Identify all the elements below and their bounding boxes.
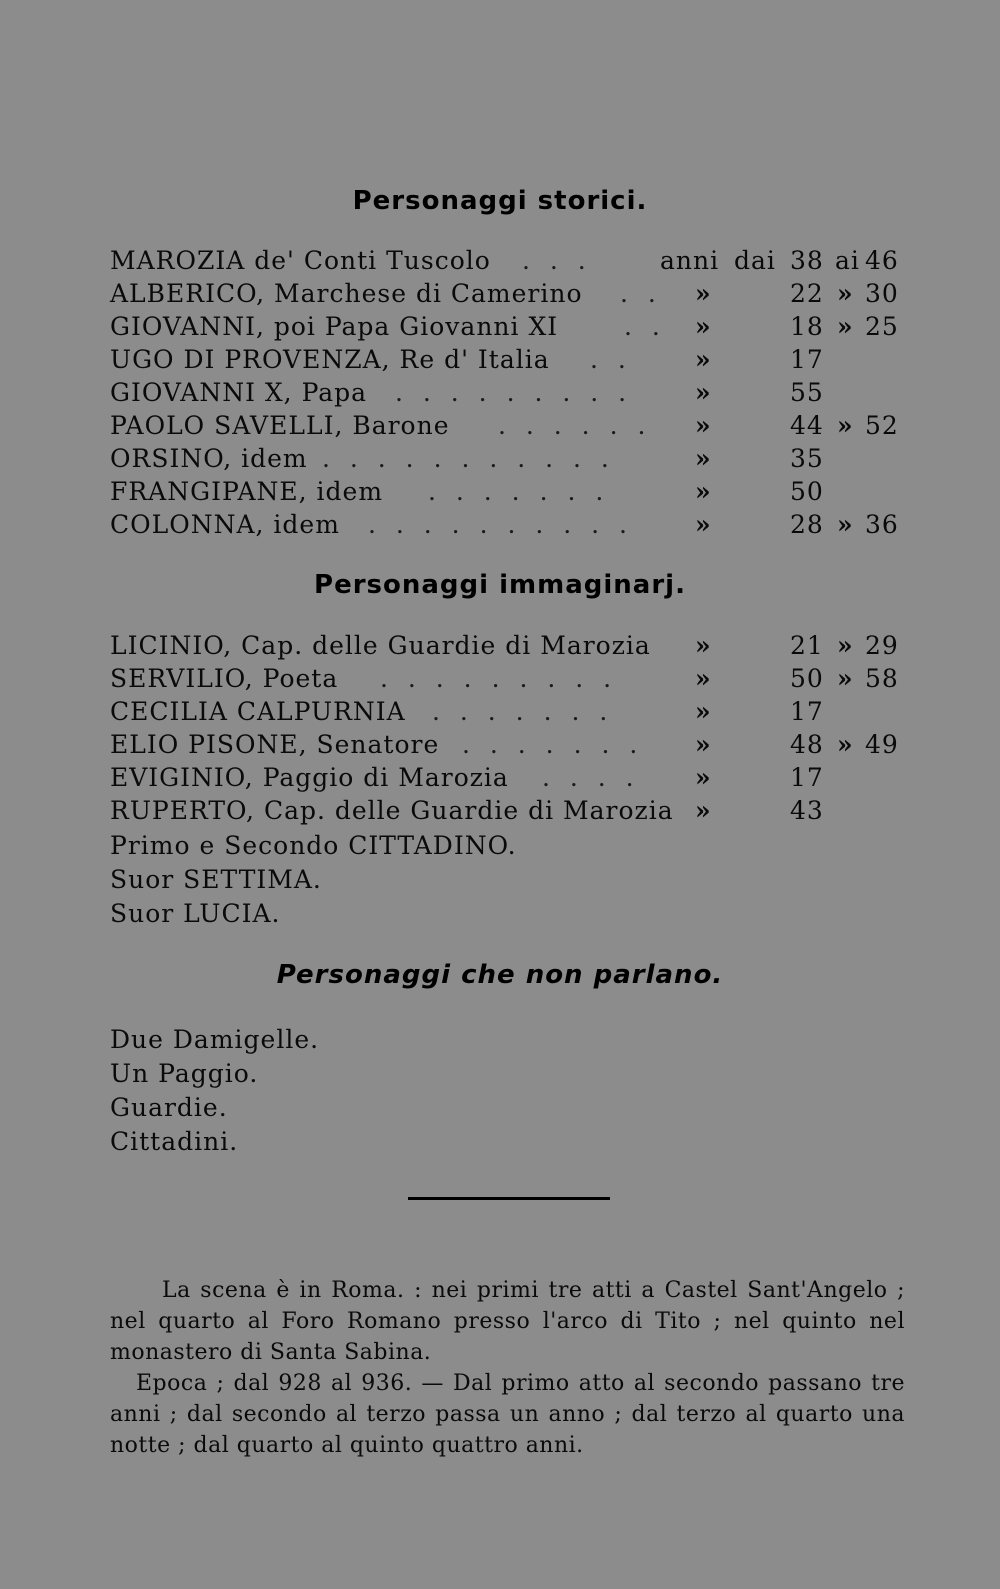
age-from: 38 (790, 246, 824, 275)
age-to: 58 (865, 664, 899, 693)
ditto-mark: » (695, 345, 712, 374)
cast-row (110, 410, 910, 442)
character-name: PAOLO SAVELLI, Barone (110, 411, 450, 440)
cast-row (110, 311, 910, 343)
character-name: RUPERTO, Cap. delle Guardie di Marozia (110, 796, 674, 825)
age-from: 44 (790, 411, 824, 440)
ditto-mark: » (695, 796, 712, 825)
cast-row (110, 696, 910, 728)
cast-row (110, 663, 910, 695)
age-from: 28 (790, 510, 824, 539)
cast-row (110, 762, 910, 794)
ditto-mark: » (695, 763, 712, 792)
ditto-mark: » (695, 697, 712, 726)
cast-row (110, 795, 910, 827)
age-to: 30 (865, 279, 899, 308)
age-from: 18 (790, 312, 824, 341)
cast-row (110, 630, 910, 662)
character-name: FRANGIPANE, idem (110, 477, 384, 506)
character-name: GIOVANNI, poi Papa Giovanni XI (110, 312, 559, 341)
ditto-mark: » (695, 631, 712, 660)
cast-row (110, 377, 910, 409)
age-from: 22 (790, 279, 824, 308)
age-from: 21 (790, 631, 824, 660)
age-to: 46 (865, 246, 899, 275)
cast-row (110, 729, 910, 761)
age-from: 17 (790, 345, 824, 374)
age-to: 36 (865, 510, 899, 539)
age-to: 52 (865, 411, 899, 440)
range-mark: » (837, 631, 854, 660)
ditto-mark: » (695, 411, 712, 440)
ditto-mark: » (695, 378, 712, 407)
age-from: 50 (790, 664, 824, 693)
age-from: 17 (790, 763, 824, 792)
leader-dots: . . (620, 279, 662, 308)
silent-character: Due Damigelle. (110, 1025, 320, 1054)
cast-row (110, 278, 910, 310)
silent-character: Un Paggio. (110, 1059, 259, 1088)
range-mark: » (837, 312, 854, 341)
age-from: 17 (790, 697, 824, 726)
leader-dots: . . (590, 345, 632, 374)
character-name: ORSINO, idem (110, 444, 308, 473)
imaginary-characters-heading: Personaggi immaginarj. (314, 570, 686, 600)
range-mark: » (837, 279, 854, 308)
age-to: 29 (865, 631, 899, 660)
leader-dots: . . (624, 312, 666, 341)
leader-dots: . . . . (542, 763, 640, 792)
ditto-mark: » (695, 444, 712, 473)
ditto-mark: » (695, 279, 712, 308)
ditto-mark: » (695, 664, 712, 693)
character-name: SERVILIO, Poeta (110, 664, 339, 693)
cast-row (110, 509, 910, 541)
section-divider (408, 1197, 610, 1200)
leader-dots: . . . . . . (498, 411, 652, 440)
silent-character: Cittadini. (110, 1127, 239, 1156)
leader-dots: . . . . . . . . . . . (322, 444, 615, 473)
leader-dots: . . . (522, 246, 592, 275)
ditto-mark: » (695, 312, 712, 341)
silent-character: Guardie. (110, 1093, 228, 1122)
age-from: 50 (790, 477, 824, 506)
extra-character: Primo e Secondo CITTADINO. (110, 831, 517, 860)
ditto-mark: » (695, 730, 712, 759)
leader-dots: . . . . . . . (432, 697, 614, 726)
character-name: EVIGINIO, Paggio di Marozia (110, 763, 509, 792)
character-name: LICINIO, Cap. delle Guardie di Marozia (110, 631, 651, 660)
extra-character: Suor LUCIA. (110, 899, 281, 928)
dai-label: dai (734, 246, 776, 275)
character-name: ALBERICO, Marchese di Camerino (110, 279, 583, 308)
leader-dots: . . . . . . . . . (380, 664, 618, 693)
age-to: 49 (865, 730, 899, 759)
range-mark: » (837, 411, 854, 440)
age-from: 43 (790, 796, 824, 825)
character-name: CECILIA CALPURNIA (110, 697, 406, 726)
ditto-mark: » (695, 510, 712, 539)
cast-row (110, 476, 910, 508)
character-name: UGO DI PROVENZA, Re d' Italia (110, 345, 550, 374)
character-name: COLONNA, idem (110, 510, 340, 539)
cast-row (110, 344, 910, 376)
character-name: MAROZIA de' Conti Tuscolo (110, 246, 491, 275)
age-to: 25 (865, 312, 899, 341)
range-mark: » (837, 730, 854, 759)
range-mark: » (837, 664, 854, 693)
silent-characters-heading: Personaggi che non parlano. (276, 960, 724, 990)
age-from: 35 (790, 444, 824, 473)
cast-row-marozia (110, 245, 910, 277)
scene-note: La scena è in Roma. : nei primi tre atti a Castel Sant'Angelo ; nel quarto al Foro Romano presso l'arco di Tito ; nel quinto nel monastero di Santa Sabina. (110, 1278, 905, 1365)
leader-dots: . . . . . . . . . (395, 378, 633, 407)
cast-row (110, 443, 910, 475)
anni-label: anni (660, 246, 720, 275)
extra-character: Suor SETTIMA. (110, 865, 322, 894)
age-from: 48 (790, 730, 824, 759)
leader-dots: . . . . . . . . . . (368, 510, 633, 539)
ai-label: ai (835, 246, 860, 275)
leader-dots: . . . . . . . (462, 730, 644, 759)
historical-characters-heading: Personaggi storici. (352, 186, 648, 216)
ditto-mark: » (695, 477, 712, 506)
character-name: ELIO PISONE, Senatore (110, 730, 440, 759)
age-from: 55 (790, 378, 824, 407)
epoch-note: Epoca ; dal 928 al 936. — Dal primo atto al secondo passano tre anni ; dal secondo al terzo passa un anno ; dal terzo al quarto una notte ; dal quarto al quinto quattro anni. (110, 1371, 905, 1458)
character-name: GIOVANNI X, Papa (110, 378, 368, 407)
range-mark: » (837, 510, 854, 539)
leader-dots: . . . . . . . (428, 477, 610, 506)
